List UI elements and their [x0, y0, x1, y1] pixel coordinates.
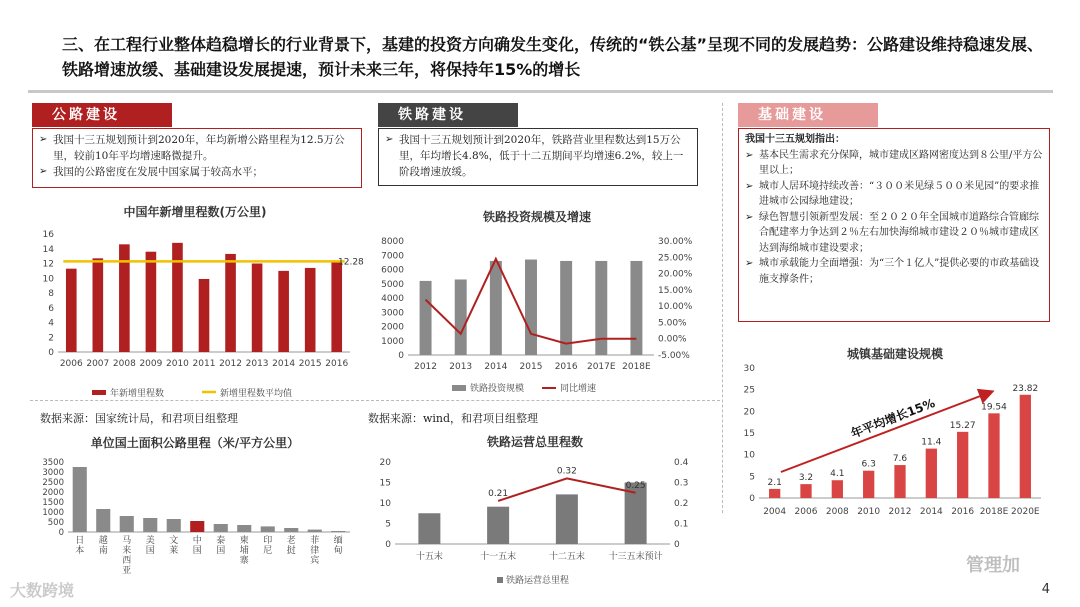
chart-road-density [30, 432, 360, 580]
bar [93, 258, 104, 352]
x-tick-label: 2011 [192, 359, 216, 369]
bar [237, 525, 251, 532]
bar [863, 471, 874, 498]
bar [305, 268, 316, 352]
chart-title: 单位国土面积公路里程（米/平方公里） [90, 436, 300, 450]
road-bullet-0: ➢ 我国十三五规划预计到2020年，年均新增公路里程为12.5万公里，较前10年平均增速略微提升。 [39, 132, 355, 164]
y-tick-label: 30.00% [658, 237, 693, 247]
data-label: 6.3 [861, 459, 876, 470]
x-tick-label: 美国 [145, 536, 155, 556]
y-tick-label: 14 [42, 244, 54, 255]
x-tick-label: 2010 [857, 507, 881, 517]
chart-title: 中国年新增里程数(万公里) [123, 205, 267, 219]
title-separator [28, 90, 1053, 93]
y-tick-label: 0 [674, 540, 680, 550]
chart-title: 铁路投资规模及增速 [482, 210, 592, 224]
y-tick-label: 3500 [42, 458, 64, 468]
y-tick-label: 2000 [42, 488, 64, 498]
bar [556, 494, 578, 544]
bar [769, 489, 780, 498]
growth-label: 年平均增长15% [849, 395, 937, 441]
bar [525, 260, 537, 355]
x-tick-label: 2017E [586, 362, 616, 372]
x-tick-label: 2012 [219, 359, 242, 369]
bar [418, 513, 440, 544]
chart-road-new-mileage [30, 200, 364, 400]
y-tick-label: 10.00% [658, 302, 693, 313]
y-tick-label: 0 [385, 540, 391, 550]
x-tick-label: 十三五末预计 [608, 552, 663, 562]
x-tick-label: 2014 [272, 359, 296, 369]
page-title: 三、在工程行业整体趋稳增长的行业背景下，基建的投资方向确发生变化，传统的“铁公基”呈现不同的发展趋势：公路建设维持稳速发展、铁路增速放缓、基础建设发展提速，预计未来三年，将保持年15%的增长 [62, 35, 1044, 79]
x-tick-label: 2014 [919, 507, 943, 517]
y-tick-label: 0 [58, 528, 64, 538]
bar [252, 264, 263, 353]
x-tick-label: 中国 [192, 536, 202, 556]
x-tick-label: 2006 [794, 507, 818, 517]
y-tick-label: 8 [48, 289, 54, 299]
bar [455, 279, 467, 355]
x-tick-label: 十二五末 [548, 552, 585, 562]
bar [214, 524, 228, 532]
bar [199, 279, 210, 352]
bar [490, 261, 502, 355]
x-tick-label: 2015 [298, 359, 322, 369]
chart-rail-investment [372, 205, 712, 400]
y-tick-label: 0 [749, 494, 755, 504]
y-tick-label: 3000 [42, 468, 64, 478]
bar [308, 530, 322, 532]
x-tick-label: 缅甸 [333, 536, 343, 556]
bar [146, 252, 157, 352]
road-bullet-1: ➢ 我国的公路密度在发展中国家属于较高水平； [39, 164, 355, 180]
infra-bullet-2: ➢ 绿色智慧引领新型发展：至２０２０年全国城市道路综合管廊综合配建率力争达到２％左右加快海绵城市建设２０％城市建成区达到海绵城市建设要求； [745, 210, 1043, 257]
y-tick-label: 4 [48, 318, 54, 329]
legend-label: 新增里程数平均值 [220, 389, 293, 399]
infra-head: 我国十三五规划指出： [745, 134, 845, 145]
y-tick-label: 16 [42, 230, 54, 240]
legend-label: 铁路投资规模 [470, 384, 525, 394]
source-left: 数据来源：国家统计局，和君项目组整理 [40, 412, 238, 425]
data-label: 7.6 [892, 454, 908, 465]
infra-bullet-1: ➢ 城市人居环境持续改善：“３００米见绿５００米见园”的要求推进城市公园绿地建设； [745, 179, 1043, 210]
y-tick-label: 20.00% [658, 269, 693, 280]
bar [832, 480, 843, 498]
chart-urban-infra [735, 340, 1055, 525]
y-tick-label: 10 [743, 450, 755, 461]
y-tick-label: 10 [42, 274, 54, 285]
bar [331, 531, 345, 532]
data-label: 4.1 [830, 469, 845, 480]
x-tick-label: 2015 [519, 362, 543, 372]
y-tick-label: 2000 [381, 322, 404, 333]
bar [278, 271, 289, 352]
y-tick-label: 1500 [42, 498, 64, 508]
x-tick-label: 2010 [166, 359, 189, 369]
y-tick-label: 10 [379, 499, 391, 509]
y-tick-label: 20 [379, 458, 391, 468]
x-tick-label: 日本 [75, 536, 85, 556]
y-tick-label: 5.00% [658, 318, 687, 329]
x-tick-label: 印尼 [263, 536, 273, 556]
x-tick-label: 2006 [59, 359, 83, 369]
x-tick-label: 2016 [951, 507, 975, 517]
vertical-divider [722, 103, 723, 513]
y-tick-label: 15 [743, 429, 755, 439]
infra-banner: 基础建设 [738, 103, 878, 127]
bar [331, 261, 342, 352]
legend-swatch [452, 385, 466, 391]
legend-swatch [92, 390, 106, 395]
x-tick-label: 2016 [554, 362, 578, 372]
page-number: 4 [1041, 582, 1050, 597]
bar [487, 507, 509, 544]
y-tick-label: 0.1 [674, 519, 689, 530]
x-tick-label: 2009 [139, 359, 163, 369]
y-tick-label: 4000 [381, 294, 404, 304]
y-tick-label: 5000 [381, 279, 404, 290]
x-tick-label: 2018E [979, 507, 1009, 517]
bar [1020, 395, 1031, 498]
x-tick-label: 柬埔寨 [239, 536, 249, 566]
bar [630, 261, 642, 355]
infra-bullet-3: ➢ 城市承载能力全面增强：为“三个１亿人”提供必要的市政基础设施支撑条件； [745, 256, 1043, 287]
x-tick-label: 2012 [414, 362, 438, 372]
legend-label: 年新增里程数 [110, 389, 165, 399]
bar [172, 243, 183, 352]
x-tick-label: 2008 [825, 507, 849, 517]
y-tick-label: 2500 [42, 478, 64, 488]
y-tick-label: 30 [743, 364, 755, 374]
bar [894, 465, 905, 498]
y-tick-label: 6 [48, 303, 54, 314]
x-tick-label: 2013 [449, 362, 473, 372]
y-tick-label: 0 [398, 351, 404, 361]
data-label: 0.21 [488, 488, 509, 499]
data-label: 0.25 [625, 480, 646, 491]
y-tick-label: 3000 [381, 308, 404, 319]
rail-textbox [378, 128, 698, 186]
watermark-right: 管理加 [966, 555, 1020, 576]
road-banner: 公路建设 [32, 103, 172, 127]
bar [957, 432, 968, 498]
bar [988, 413, 999, 498]
legend-label: 铁路运营总里程 [506, 576, 570, 586]
chart-title: 城镇基础建设规模 [846, 347, 944, 361]
bar [120, 516, 134, 532]
source-mid: 数据来源：wind，和君项目组整理 [368, 412, 539, 425]
x-tick-label: 2004 [763, 507, 787, 517]
y-tick-label: 6000 [381, 265, 404, 276]
road-bullet-list [39, 132, 355, 180]
y-tick-label: 5 [385, 519, 391, 530]
bar [225, 254, 236, 352]
y-tick-label: 20 [743, 407, 755, 418]
y-tick-label: 0 [48, 348, 54, 358]
infra-bullet-list [745, 148, 1043, 288]
bar [420, 281, 432, 355]
y-tick-label: 25 [743, 385, 755, 396]
watermark-left: 大数跨境 [10, 581, 75, 600]
y-tick-label: 0.4 [674, 458, 689, 468]
y-tick-label: 8000 [381, 237, 404, 247]
bar [143, 518, 157, 532]
x-tick-label: 2008 [112, 359, 136, 369]
y-tick-label: -5.00% [658, 351, 690, 361]
bar [261, 526, 275, 532]
x-tick-label: 老挝 [286, 536, 296, 556]
x-tick-label: 菲律宾 [310, 536, 320, 566]
x-tick-label: 越南 [98, 536, 108, 556]
y-tick-label: 0.2 [674, 499, 689, 509]
y-tick-label: 0.3 [674, 478, 689, 489]
bar [595, 261, 607, 355]
x-tick-label: 2020E [1011, 507, 1040, 517]
x-tick-label: 2007 [86, 359, 110, 369]
y-tick-label: 1000 [381, 336, 404, 347]
y-tick-label: 7000 [381, 251, 404, 262]
x-tick-label: 泰国 [216, 536, 226, 556]
bar [73, 467, 87, 532]
bar [66, 269, 77, 352]
y-tick-label: 5 [749, 472, 755, 483]
y-tick-label: 15.00% [658, 285, 693, 296]
y-tick-label: 15 [379, 478, 391, 489]
horizontal-divider [30, 400, 720, 401]
average-label: 12.28 [338, 257, 364, 268]
x-tick-label: 十一五末 [480, 552, 517, 562]
road-textbox [32, 128, 362, 188]
y-tick-label: 12 [42, 259, 54, 270]
y-tick-label: 0.00% [658, 334, 687, 345]
rail-banner: 铁路建设 [378, 103, 518, 127]
bar [284, 528, 298, 532]
bar [96, 509, 110, 532]
bar [926, 449, 937, 498]
x-tick-label: 2013 [245, 359, 269, 369]
rail-bullet-list [385, 132, 691, 180]
x-tick-label: 2014 [484, 362, 508, 372]
x-tick-label: 2018E [622, 362, 651, 372]
rail-bullet-0: ➢ 我国十三五规划预计到2020年，铁路营业里程数达到15万公里，年均增长4.8%，低于十二五期间平均增速6.2%，较上一阶段增速放缓。 [385, 132, 691, 180]
chart-title: 铁路运营总里程数 [486, 435, 584, 449]
data-label: 23.82 [1012, 383, 1039, 394]
x-tick-label: 马来西亚 [122, 536, 132, 576]
x-tick-label: 2012 [888, 507, 912, 517]
data-label: 19.54 [981, 402, 1007, 413]
x-tick-label: 十五末 [415, 552, 443, 562]
y-tick-label: 2 [48, 333, 54, 344]
bar [560, 261, 572, 355]
y-tick-label: 500 [47, 518, 64, 528]
y-tick-label: 1000 [42, 508, 64, 518]
legend-label: 同比增速 [560, 384, 597, 394]
infra-bullet-0: ➢ 基本民生需求充分保障，城市建成区路网密度达到８公里/平方公里以上； [745, 148, 1043, 179]
x-tick-label: 2016 [325, 359, 349, 369]
data-label: 2.1 [767, 477, 782, 488]
data-label: 3.2 [798, 473, 814, 484]
data-label: 0.32 [556, 466, 577, 477]
bar [167, 519, 181, 532]
data-label: 11.4 [921, 437, 942, 448]
bar [190, 521, 204, 532]
x-tick-label: 文莱 [169, 536, 179, 556]
y-tick-label: 25.00% [658, 253, 693, 264]
data-label: 15.27 [949, 420, 976, 431]
infra-textbox [738, 128, 1050, 322]
bar [800, 484, 811, 498]
chart-rail-mileage [365, 432, 710, 590]
legend-swatch [497, 577, 503, 583]
